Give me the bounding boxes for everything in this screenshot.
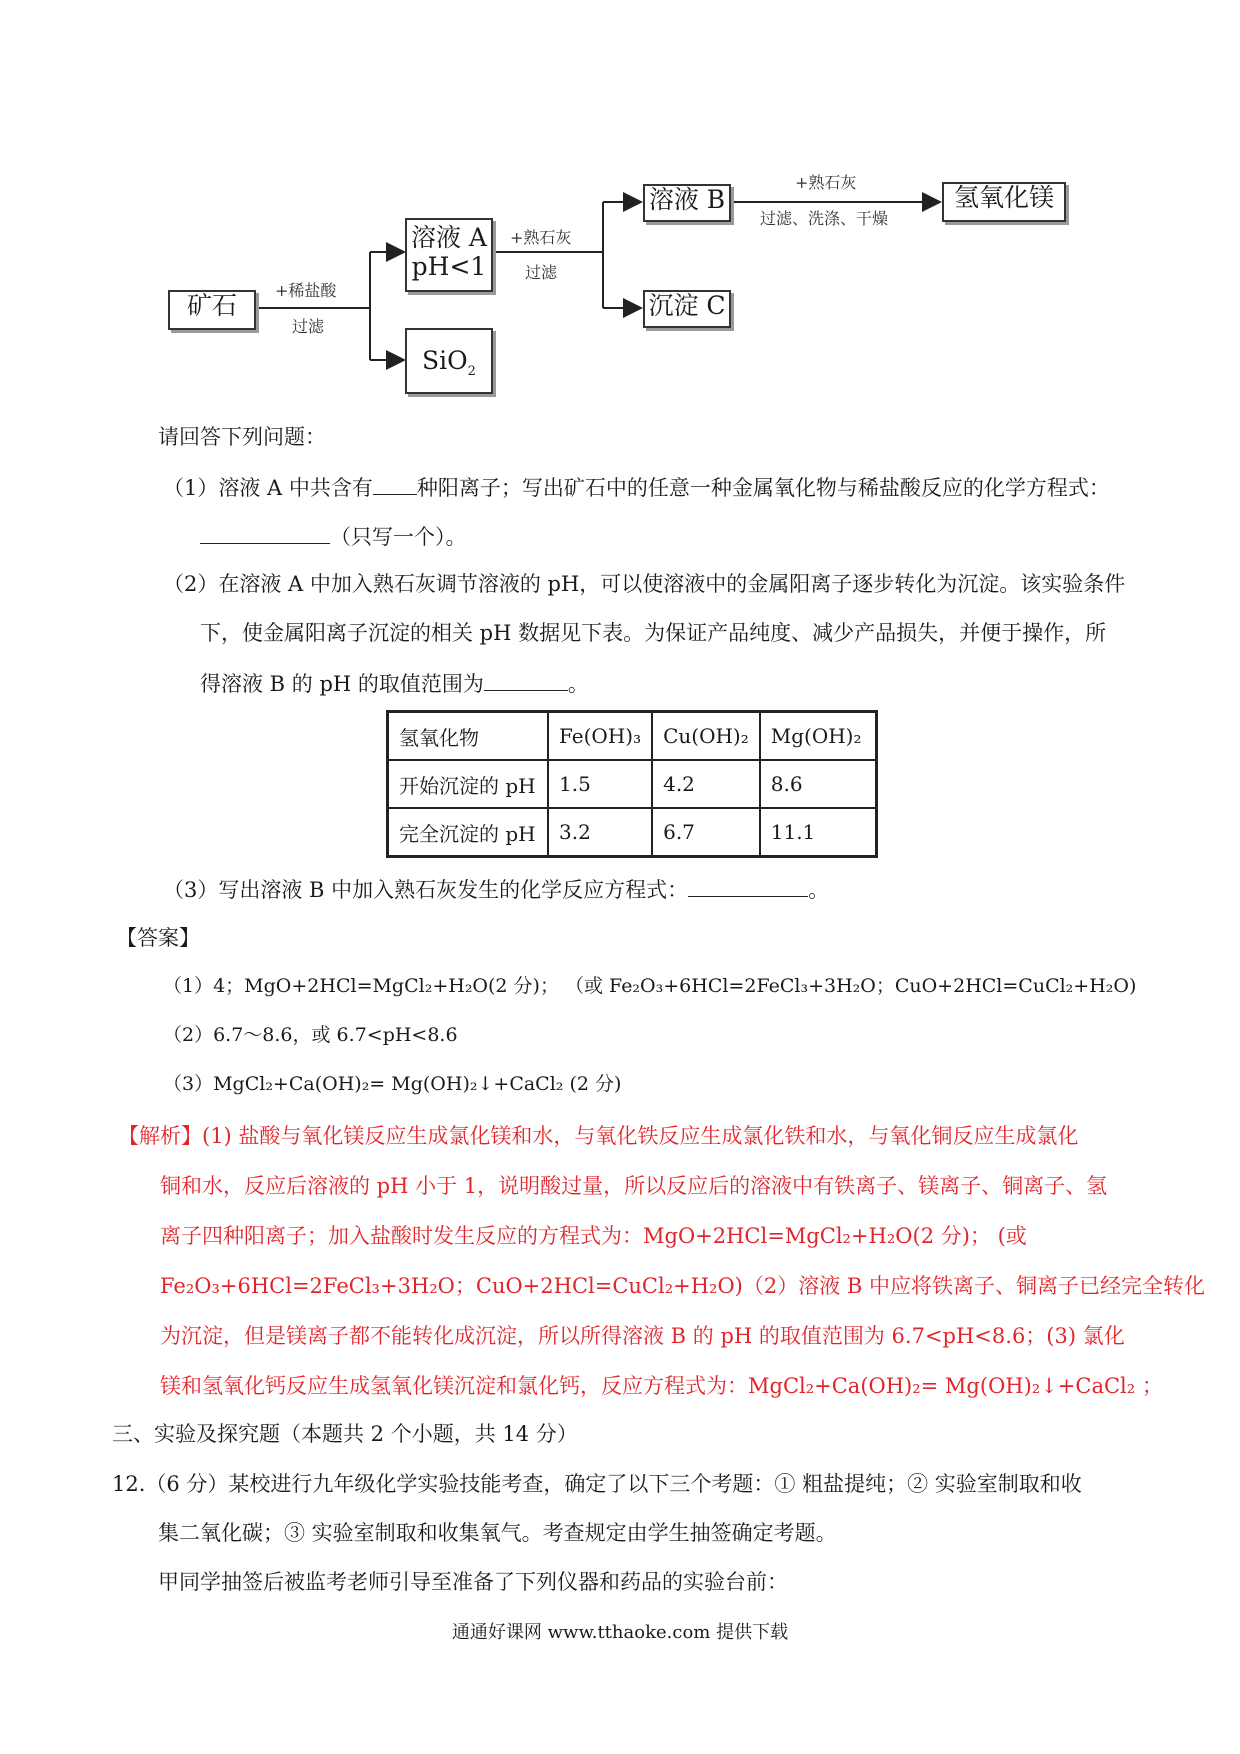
question-3 bbox=[163, 876, 829, 903]
solution-a-box bbox=[405, 218, 493, 292]
q3-blank-equation bbox=[688, 876, 808, 897]
answer-3: （3）MgCl₂+Ca(OH)₂= Mg(OH)₂↓+CaCl₂ (2 分) bbox=[163, 1073, 622, 1095]
q1-part-b: 种阳离子；写出矿石中的任意一种金属氧化物与稀盐酸反应的化学方程式： bbox=[416, 476, 1110, 500]
table-cell: 11.1 bbox=[760, 808, 877, 857]
table-header-cell: Cu(OH)₂ bbox=[652, 712, 760, 761]
answer-1: （1）4；MgO+2HCl=MgCl₂+H₂O(2 分)； （或 Fe₂O₃+6HCl=2FeCl₃+3H₂O；CuO+2HCl=CuCl₂+H₂O) bbox=[163, 975, 1137, 997]
page-footer: 通通好课网 www.tthaoke.com 提供下载 bbox=[451, 1622, 789, 1643]
sio2-subscript: 2 bbox=[467, 364, 476, 379]
analysis-line4: Fe₂O₃+6HCl=2FeCl₃+3H₂O；CuO+2HCl=CuCl₂+H₂O)（2）溶液 B 中应将铁离子、铜离子已经完全转化 bbox=[160, 1274, 1206, 1298]
table-cell: 6.7 bbox=[652, 808, 760, 857]
table-header-cell: 氢氧化物 bbox=[388, 712, 549, 761]
analysis-text-1: (1) 盐酸与氧化镁反应生成氯化镁和水，与氧化铁反应生成氯化铁和水，与氧化铜反应生成氯化 bbox=[202, 1124, 1079, 1148]
table-header-cell: Mg(OH)₂ bbox=[760, 712, 877, 761]
solution-a-label: 溶液 A bbox=[410, 223, 487, 252]
q3-part-a: （3）写出溶液 B 中加入熟石灰发生的化学反应方程式： bbox=[163, 878, 689, 902]
precipitate-c-box bbox=[643, 290, 731, 328]
table-cell: 4.2 bbox=[652, 760, 760, 808]
product-box bbox=[942, 182, 1066, 222]
section3-title: 三、实验及探究题（本题共 2 个小题，共 14 分） bbox=[112, 1422, 578, 1446]
q1-blank-equation bbox=[200, 523, 330, 544]
analysis-heading: 【解析】 bbox=[118, 1124, 202, 1148]
table-cell: 3.2 bbox=[548, 808, 652, 857]
table-cell: 8.6 bbox=[760, 760, 877, 808]
q2-part-a: 得溶液 B 的 pH 的取值范围为 bbox=[200, 672, 484, 696]
q1-part-c: （只写一个）。 bbox=[330, 525, 467, 549]
analysis-line5: 为沉淀，但是镁离子都不能转化成沉淀，所以所得溶液 B 的 pH 的取值范围为 6.7<pH<8.6；(3) 氯化 bbox=[160, 1324, 1125, 1348]
answer-2: （2）6.7～8.6，或 6.7<pH<8.6 bbox=[163, 1024, 458, 1046]
q1-blank-count bbox=[373, 474, 417, 495]
step1-reagent: +稀盐酸 bbox=[275, 281, 337, 300]
solution-b-box bbox=[643, 184, 731, 222]
q12-line1: 12.（6 分）某校进行九年级化学实验技能考查，确定了以下三个考题：① 粗盐提纯；② 实验室制取和收 bbox=[112, 1472, 1082, 1496]
step1-operation: 过滤 bbox=[292, 317, 325, 336]
q12-line2: 集二氧化碳；③ 实验室制取和收集氧气。考查规定由学生抽签确定考题。 bbox=[158, 1521, 837, 1545]
table-cell: 完全沉淀的 pH bbox=[388, 808, 549, 857]
question-2-line3 bbox=[200, 670, 589, 697]
analysis-line6: 镁和氢氧化钙反应生成氢氧化镁沉淀和氯化钙，反应方程式为：MgCl₂+Ca(OH)₂= Mg(OH)₂↓+CaCl₂ ； bbox=[160, 1374, 1163, 1398]
table-row bbox=[388, 808, 877, 857]
table-cell: 1.5 bbox=[548, 760, 652, 808]
table-header-row bbox=[388, 712, 877, 761]
q2-end: 。 bbox=[567, 672, 589, 696]
step2-reagent: +熟石灰 bbox=[510, 228, 572, 247]
q1-part-a: （1）溶液 A 中共含有 bbox=[163, 476, 373, 500]
answer-heading: 【答案】 bbox=[116, 926, 200, 950]
question-2-line1: （2）在溶液 A 中加入熟石灰调节溶液的 pH，可以使溶液中的金属阳离子逐步转化为沉淀。该实验条件 bbox=[163, 572, 1126, 596]
analysis-line2: 铜和水，反应后溶液的 pH 小于 1，说明酸过量，所以反应后的溶液中有铁离子、镁离子、铜离子、氢 bbox=[160, 1174, 1108, 1198]
q12-line3: 甲同学抽签后被监考老师引导至准备了下列仪器和药品的实验台前： bbox=[158, 1570, 788, 1594]
sio2-box bbox=[405, 328, 493, 394]
product-label: 氢氧化镁 bbox=[953, 183, 1054, 212]
table-cell: 开始沉淀的 pH bbox=[388, 760, 549, 808]
question-1-line2 bbox=[200, 523, 467, 550]
solution-b-label: 溶液 B bbox=[648, 185, 726, 214]
sio2-label: SiO bbox=[422, 346, 468, 375]
step3-reagent: +熟石灰 bbox=[795, 173, 857, 192]
step3-operation: 过滤、洗涤、干燥 bbox=[760, 209, 889, 228]
question-prompt: 请回答下列问题： bbox=[158, 425, 326, 449]
table-header-cell: Fe(OH)₃ bbox=[548, 712, 652, 761]
ore-box bbox=[168, 290, 256, 330]
q3-end: 。 bbox=[808, 878, 830, 902]
question-2-line2: 下，使金属阳离子沉淀的相关 pH 数据见下表。为保证产品纯度、减少产品损失，并便于操作，所 bbox=[200, 621, 1107, 645]
ph-data-table bbox=[386, 710, 878, 858]
analysis-line3: 离子四种阳离子；加入盐酸时发生反应的方程式为：MgO+2HCl=MgCl₂+H₂O(2 分)； (或 bbox=[160, 1224, 1027, 1248]
table-row bbox=[388, 760, 877, 808]
precipitate-c-label: 沉淀 C bbox=[648, 291, 726, 320]
analysis-line1 bbox=[118, 1124, 1078, 1149]
ore-label: 矿石 bbox=[186, 291, 237, 320]
q2-blank-range bbox=[484, 670, 568, 691]
question-1-line1 bbox=[163, 474, 1110, 501]
step2-operation: 过滤 bbox=[525, 263, 558, 282]
solution-a-ph: pH<1 bbox=[411, 251, 487, 281]
